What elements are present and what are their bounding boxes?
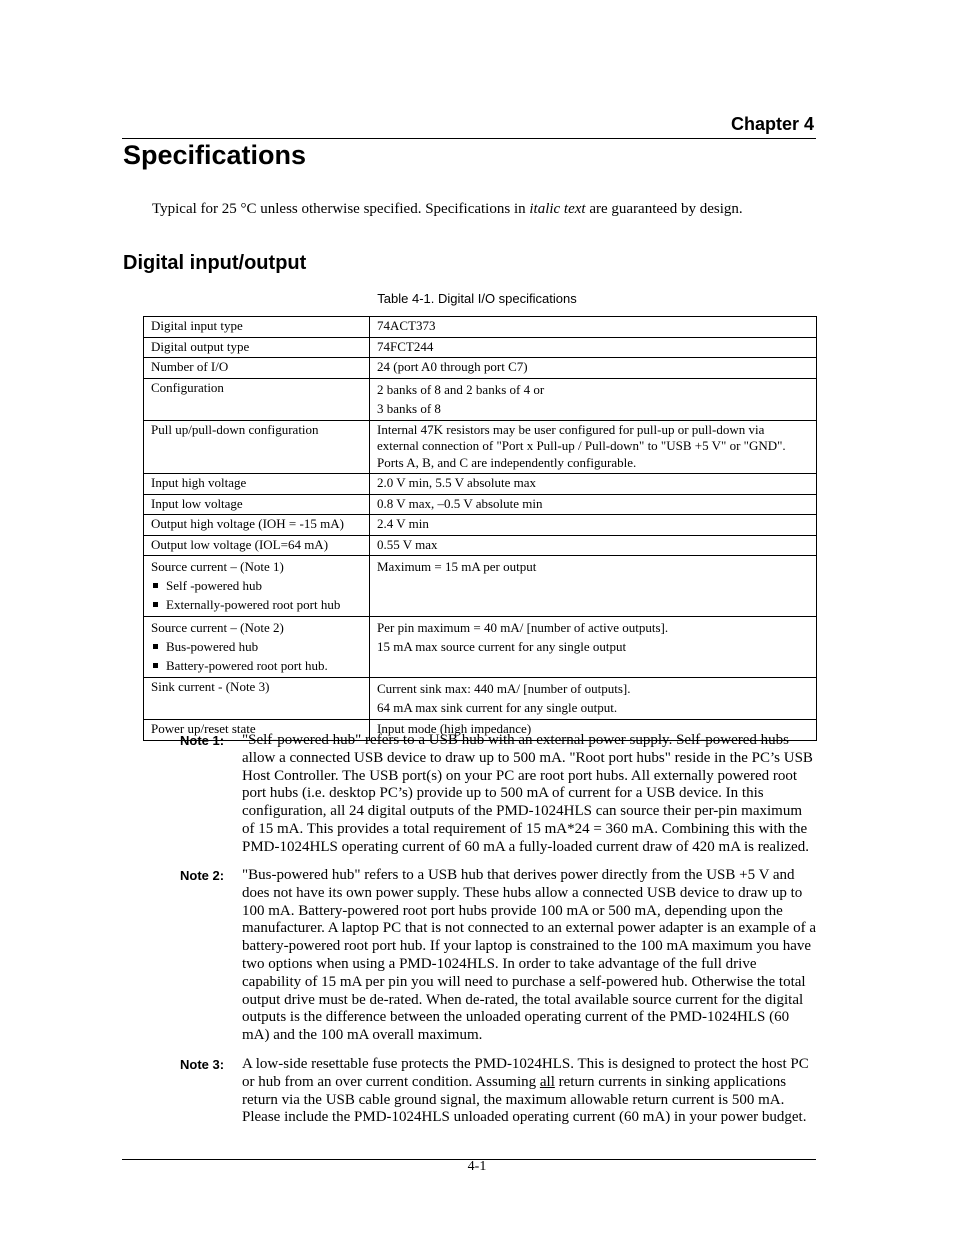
- chapter-label: Chapter 4: [730, 114, 814, 134]
- spec-label: Pull up/pull-down configuration: [144, 420, 370, 474]
- bullet-item: Externally-powered root port hub: [151, 595, 362, 614]
- spec-value-line: 3 banks of 8: [377, 400, 441, 416]
- table-row: [144, 337, 817, 358]
- section-heading: Digital input/output: [123, 252, 307, 274]
- spec-value: [370, 617, 817, 678]
- bullet-item: Bus-powered hub: [151, 637, 362, 656]
- spec-label: Output high voltage (IOH = -15 mA): [144, 515, 370, 536]
- table-row: [144, 420, 817, 474]
- digital-io-spec-table: [143, 316, 817, 741]
- note-text: [242, 1056, 816, 1127]
- note-text: "Self-powered hub" refers to a USB hub with an external power supply. Self-powered hubs allow a connected USB device to draw up to 500 mA. "Root port hubs" reside in the PC’s USB Host Controller. The USB port(s) on your PC are root port hubs. All externally powered root port hubs (i.e. desktop PC’s) provide up to 500 mA of current for a USB device. In this configuration, all 24 digital outputs of the PMD-1024HLS can source their per-pin maximum of 15 mA. This provides a total requirement of 15 mA*24 = 360 mA. Combining this with the PMD-1024HLS operating current of 60 mA a fully-loaded current draw of 420 mA is realized.: [242, 732, 813, 855]
- spec-label: Digital input type: [144, 317, 370, 338]
- spec-value: 74ACT373: [370, 317, 817, 338]
- spec-value-line: Per pin maximum = 40 mA/ [number of active outputs].: [377, 620, 669, 635]
- table-row: [144, 474, 817, 495]
- table-row: [144, 317, 817, 338]
- spec-value: [370, 378, 817, 420]
- spec-value: 2.0 V min, 5.5 V absolute max: [370, 474, 817, 495]
- bullet-list: [151, 637, 362, 675]
- note-underlined-word: all: [539, 1073, 555, 1090]
- table-row: [144, 378, 817, 420]
- spec-value: [370, 678, 817, 720]
- spec-value-line: 15 mA max source current for any single output: [377, 639, 627, 654]
- table-row: [144, 556, 817, 617]
- spec-value-line: Current sink max: 440 mA/ [number of outputs].: [377, 681, 631, 696]
- spec-label: Configuration: [144, 378, 370, 420]
- note-label: Note 1:: [180, 733, 225, 748]
- spec-value: Input mode (high impedance): [370, 720, 817, 741]
- spec-value-line: 2 banks of 8 and 2 banks of 4 or: [377, 381, 545, 397]
- spec-value: 2.4 V min: [370, 515, 817, 536]
- table-row: [144, 515, 817, 536]
- table-row: [144, 617, 817, 678]
- header-rule: [122, 138, 816, 139]
- spec-label: Output low voltage (IOL=64 mA): [144, 535, 370, 556]
- intro-text-start: Typical for 25 °C unless otherwise specified. Specifications in: [152, 201, 530, 217]
- note-text-start: A low-side resettable fuse protects the PMD-1024HLS. This is designed to protect the host PC or hub from an over current condition. Assuming: [242, 1056, 809, 1090]
- spec-label: [144, 556, 370, 617]
- spec-value-line: 64 mA max sink current for any single output.: [377, 700, 618, 715]
- note-label: Note 3:: [180, 1057, 225, 1072]
- note-text: "Bus-powered hub" refers to a USB hub that derives power directly from the USB +5 V and does not have its own power supply. These hubs allow a connected USB device to draw up to 100 mA. Battery-powered root port hubs provide 100 mA or 500 mA, depending upon the manufacturer. A laptop PC that is not connected to an external power adapter is an example of a battery-powered root port hub. If your laptop is constrained to the 100 mA maximum you have two options when using a PMD-1024HLS. In order to take advantage of the full drive capability of 15 mA per pin you will need to purchase a self-powered hub. Otherwise the total output drive must be de-rated. When de-rated, the total available source current for the digital outputs is the difference between the unloaded operating current of the PMD-1024HLS (60 mA) and the 100 mA overall maximum.: [242, 867, 816, 1044]
- spec-label: Power up/reset state: [144, 720, 370, 741]
- table-caption: Table 4-1. Digital I/O specifications: [377, 291, 577, 306]
- note-2: [180, 867, 816, 1045]
- spec-value: 74FCT244: [370, 337, 817, 358]
- bullet-item: Battery-powered root port hub.: [151, 656, 362, 675]
- note-1: [180, 732, 816, 857]
- table-row: [144, 358, 817, 379]
- note-3: [180, 1056, 816, 1127]
- spec-label: Input high voltage: [144, 474, 370, 495]
- spec-value-line: Maximum = 15 mA per output: [377, 559, 537, 574]
- spec-label: Digital output type: [144, 337, 370, 358]
- page-title: Specifications: [123, 140, 307, 170]
- table-row: [144, 535, 817, 556]
- intro-text-end: are guaranteed by design.: [585, 201, 743, 217]
- spec-value: 0.8 V max, –0.5 V absolute min: [370, 494, 817, 515]
- spec-label: Input low voltage: [144, 494, 370, 515]
- bullet-item: Self -powered hub: [151, 576, 362, 595]
- spec-value: Internal 47K resistors may be user configured for pull-up or pull-down via external connection of "Port x Pull-up / Pull-down" to "USB +5 V" or "GND". Ports A, B, and C are independently configurable.: [370, 420, 817, 474]
- bullet-list: [151, 576, 362, 614]
- spec-label-text: Source current – (Note 1): [151, 559, 284, 574]
- note-label: Note 2:: [180, 868, 225, 883]
- intro-italic-text: italic text: [529, 201, 586, 217]
- spec-value: 24 (port A0 through port C7): [370, 358, 817, 379]
- note-text-end: return currents in sinking applications return via the USB cable ground signal, the maximum allowable return current is 500 mA. Please include the PMD-1024HLS unloaded operating current (60 mA) in your power budget.: [242, 1073, 807, 1126]
- intro-paragraph: [152, 201, 743, 218]
- page-number: 4-1: [467, 1159, 487, 1174]
- spec-value: [370, 556, 817, 617]
- spec-value: 0.55 V max: [370, 535, 817, 556]
- spec-label: Number of I/O: [144, 358, 370, 379]
- spec-label: Sink current - (Note 3): [144, 678, 370, 720]
- spec-label: [144, 617, 370, 678]
- table-row: [144, 678, 817, 720]
- spec-label-text: Source current – (Note 2): [151, 620, 284, 635]
- table-row: [144, 494, 817, 515]
